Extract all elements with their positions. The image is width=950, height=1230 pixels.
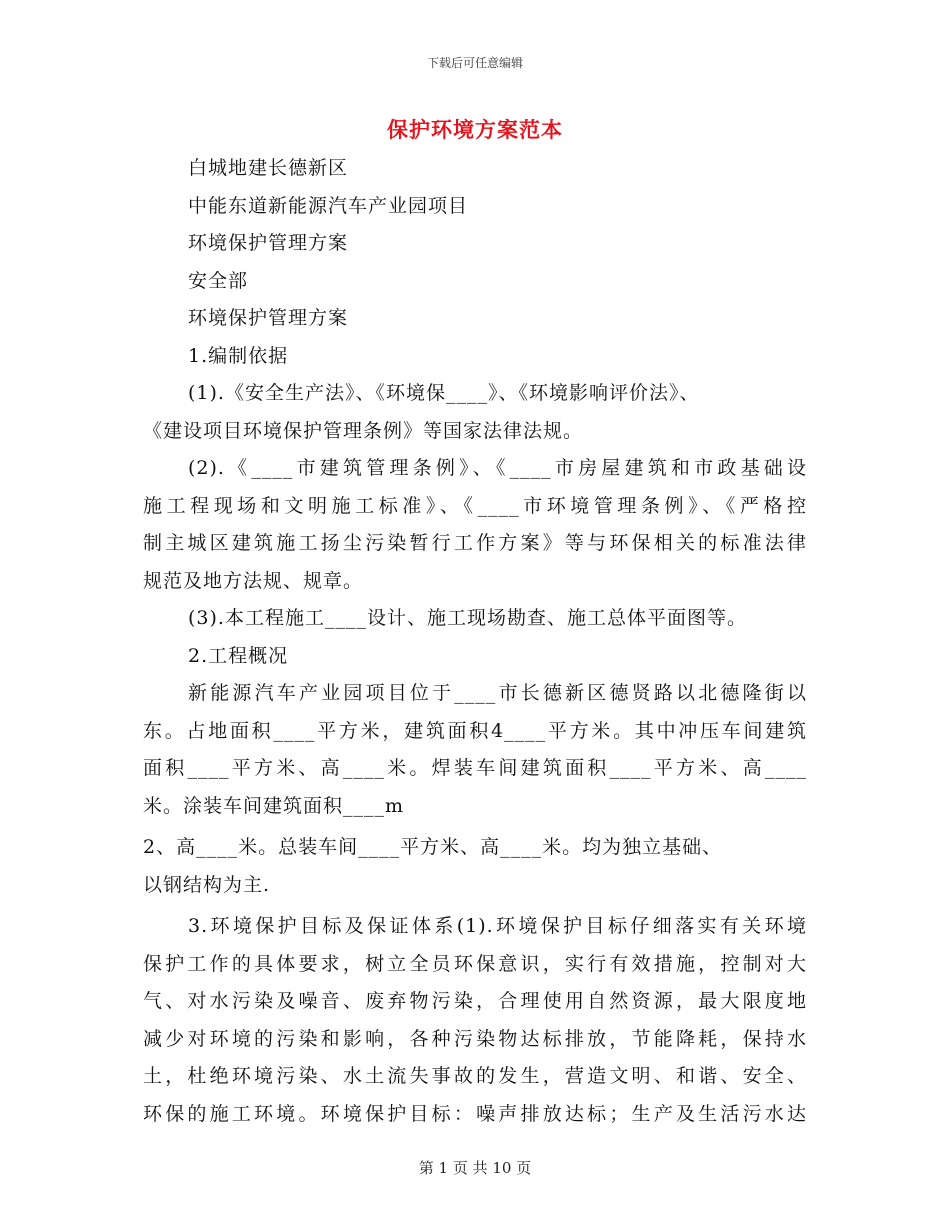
text-line-11: 制主城区建筑施工扬尘污染暂行工作方案》等与环保相关的标准法律 — [143, 532, 807, 554]
text-line-15: 新能源汽车产业园项目位于____市长德新区德贤路以北德隆街以 — [188, 682, 807, 704]
text-line-18: 米。涂装车间建筑面积____m — [143, 794, 405, 817]
text-line-8: 《建设项目环境保护管理条例》等国家法律法规。 — [143, 419, 584, 442]
text-line-25: 土，杜绝环境污染、水土流失事故的发生，营造文明、和谐、安全、 — [143, 1065, 807, 1087]
section-heading-basis: 1.编制依据 — [188, 344, 289, 367]
text-line-16: 东。占地面积____平方米，建筑面积4____平方米。其中冲压车间建筑 — [143, 719, 807, 742]
text-line-23: 气、对水污染及噪音、废弃物污染，合理使用自然资源，最大限度地 — [143, 990, 807, 1012]
section-heading-goals: 3.环境保护目标及保证体系(1).环境保护目标仔细落实有关环境 — [188, 915, 807, 937]
text-line-7: (1).《安全生产法》、《环境保____》、《环境影响评价法》、 — [188, 382, 700, 404]
document-title: 保护环境方案范本 — [387, 117, 563, 142]
text-line-24: 减少对环境的污染和影响，各种污染物达标排放，节能降耗，保持水 — [143, 1027, 807, 1050]
text-line-9: (2).《____市建筑管理条例》、《____市房屋建筑和市政基础设 — [188, 457, 807, 479]
section-heading-overview: 2.工程概况 — [188, 644, 289, 667]
text-line-20: 以钢结构为主. — [143, 873, 271, 896]
text-line-17: 面积____平方米、高____米。焊装车间建筑面积____平方米、高____ — [143, 757, 807, 779]
text-line-13: (3).本工程施工____设计、施工现场勘查、施工总体平面图等。 — [188, 607, 747, 629]
text-line-5: 环境保护管理方案 — [188, 307, 349, 329]
page-number: 第 1 页 共 10 页 — [418, 1159, 532, 1177]
text-line-12: 规范及地方法规、规章。 — [143, 569, 364, 592]
text-line-10: 施工程现场和文明施工标准》、《____市环境管理条例》、《严格控 — [143, 494, 807, 517]
text-line-2: 中能东道新能源汽车产业园项目 — [188, 194, 469, 217]
text-line-3: 环境保护管理方案 — [188, 232, 349, 254]
text-line-4: 安全部 — [188, 269, 249, 292]
header-note: 下载后可任意编辑 — [426, 56, 523, 70]
document-body — [143, 150, 807, 1133]
text-line-19: 2、高____米。总装车间____平方米、高____米。均为独立基础、 — [143, 836, 723, 858]
text-line-1: 白城地建长德新区 — [188, 157, 349, 179]
text-line-26: 环保的施工环境。环境保护目标：噪声排放达标；生产及生活污水达 — [143, 1102, 807, 1125]
text-line-22: 保护工作的具体要求，树立全员环保意识，实行有效措施，控制对大 — [143, 952, 807, 975]
